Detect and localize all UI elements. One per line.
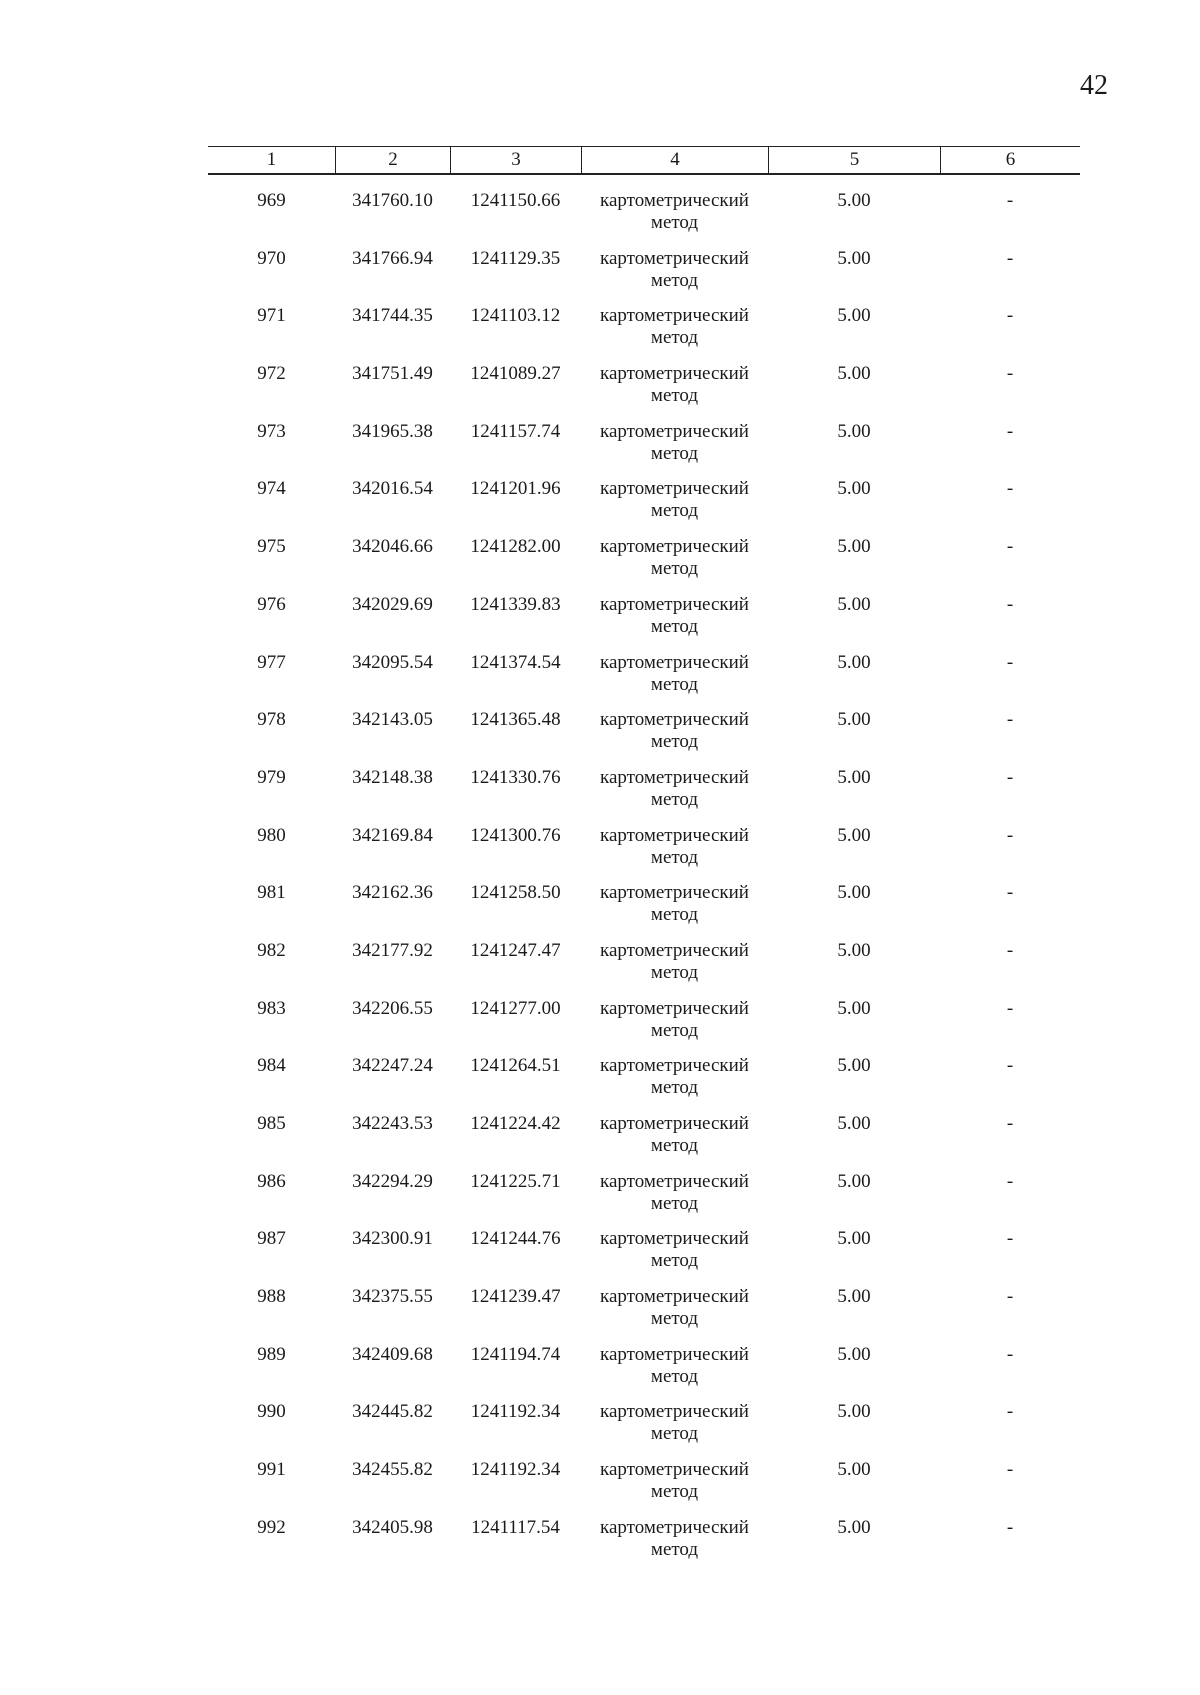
y-coordinate-cell: 1241300.76 xyxy=(470,824,561,846)
accuracy-cell: 5.00 xyxy=(837,247,871,269)
description-cell: - xyxy=(1006,420,1014,442)
method-line-2: метод xyxy=(650,846,699,868)
table-row xyxy=(208,1113,1080,1171)
x-coordinate-cell: 342029.69 xyxy=(352,593,433,615)
description-cell: - xyxy=(1006,1401,1014,1423)
method-line-1: картометрический xyxy=(600,1055,749,1077)
method-line-2: метод xyxy=(650,615,699,637)
y-coordinate-cell: 1241201.96 xyxy=(470,478,561,500)
point-number-cell: 982 xyxy=(257,939,286,961)
method-cell xyxy=(581,1286,768,1330)
point-number-cell: 977 xyxy=(257,651,286,673)
y-coordinate-cell: 1241192.34 xyxy=(470,1459,561,1481)
table-row xyxy=(208,882,1080,940)
method-line-2: метод xyxy=(650,1538,699,1560)
table-row xyxy=(208,1517,1080,1575)
y-coordinate-cell: 1241157.74 xyxy=(470,420,561,442)
point-number-cell: 971 xyxy=(257,305,286,327)
description-cell: - xyxy=(1006,1459,1014,1481)
accuracy-cell: 5.00 xyxy=(837,651,871,673)
x-coordinate-cell: 342445.82 xyxy=(352,1401,433,1423)
method-line-1: картометрический xyxy=(600,1228,749,1250)
table-row xyxy=(208,363,1080,421)
table-row xyxy=(208,248,1080,306)
header-col-6: 6 xyxy=(940,147,1080,173)
method-cell xyxy=(581,767,768,811)
description-cell: - xyxy=(1006,1343,1014,1365)
accuracy-cell: 5.00 xyxy=(837,593,871,615)
x-coordinate-cell: 342162.36 xyxy=(352,882,433,904)
coordinates-table xyxy=(208,146,1080,1560)
point-number-cell: 991 xyxy=(257,1459,286,1481)
table-row xyxy=(208,652,1080,710)
x-coordinate-cell: 342243.53 xyxy=(352,1113,433,1134)
table-row xyxy=(208,1228,1080,1286)
method-line-2: метод xyxy=(650,1192,699,1214)
method-cell xyxy=(581,305,768,349)
description-cell: - xyxy=(1006,1170,1014,1192)
accuracy-cell: 5.00 xyxy=(837,478,871,500)
accuracy-cell: 5.00 xyxy=(837,536,871,558)
method-line-1: картометрический xyxy=(600,651,749,673)
y-coordinate-cell: 1241224.42 xyxy=(470,1113,561,1134)
method-line-1: картометрический xyxy=(600,593,749,615)
description-cell: - xyxy=(1006,536,1014,558)
x-coordinate-cell: 342169.84 xyxy=(352,824,433,846)
method-cell xyxy=(581,421,768,465)
table-row xyxy=(208,825,1080,883)
table-row xyxy=(208,1171,1080,1229)
y-coordinate-cell: 1241129.35 xyxy=(470,247,561,269)
accuracy-cell: 5.00 xyxy=(837,1113,871,1134)
header-col-3: 3 xyxy=(450,147,581,173)
description-cell: - xyxy=(1006,766,1014,788)
y-coordinate-cell: 1241339.83 xyxy=(470,593,561,615)
method-line-1: картометрический xyxy=(600,305,749,327)
page-number: 42 xyxy=(1080,70,1108,101)
method-line-1: картометрический xyxy=(600,939,749,961)
y-coordinate-cell: 1241365.48 xyxy=(470,709,561,731)
table-row xyxy=(208,1401,1080,1459)
table-row xyxy=(208,1344,1080,1402)
table-row xyxy=(208,594,1080,652)
method-line-2: метод xyxy=(650,788,699,810)
method-line-1: картометрический xyxy=(600,1286,749,1308)
x-coordinate-cell: 341751.49 xyxy=(352,363,433,385)
header-col-2: 2 xyxy=(335,147,450,173)
table-row xyxy=(208,1286,1080,1344)
accuracy-cell: 5.00 xyxy=(837,305,871,327)
accuracy-cell: 5.00 xyxy=(837,1286,871,1308)
accuracy-cell: 5.00 xyxy=(837,1401,871,1423)
y-coordinate-cell: 1241192.34 xyxy=(470,1401,561,1423)
method-cell xyxy=(581,1459,768,1503)
method-cell xyxy=(581,1401,768,1445)
description-cell: - xyxy=(1006,939,1014,961)
method-line-1: картометрический xyxy=(600,536,749,558)
method-line-1: картометрический xyxy=(600,363,749,385)
y-coordinate-cell: 1241277.00 xyxy=(470,997,561,1019)
method-line-1: картометрический xyxy=(600,1113,749,1134)
table-row xyxy=(208,190,1080,248)
method-cell xyxy=(581,1171,768,1215)
x-coordinate-cell: 342294.29 xyxy=(352,1170,433,1192)
method-line-1: картометрический xyxy=(600,478,749,500)
x-coordinate-cell: 341766.94 xyxy=(352,247,433,269)
method-line-1: картометрический xyxy=(600,709,749,731)
method-line-1: картометрический xyxy=(600,1401,749,1423)
method-cell xyxy=(581,1113,768,1157)
x-coordinate-cell: 342375.55 xyxy=(352,1286,433,1308)
table-row xyxy=(208,1459,1080,1517)
method-line-2: метод xyxy=(650,731,699,753)
method-line-2: метод xyxy=(650,558,699,580)
method-line-2: метод xyxy=(650,1077,699,1099)
header-col-5: 5 xyxy=(768,147,940,173)
method-cell xyxy=(581,536,768,580)
accuracy-cell: 5.00 xyxy=(837,824,871,846)
description-cell: - xyxy=(1006,1286,1014,1308)
y-coordinate-cell: 1241225.71 xyxy=(470,1170,561,1192)
header-col-1: 1 xyxy=(266,149,277,170)
accuracy-cell: 5.00 xyxy=(837,190,871,211)
point-number-cell: 978 xyxy=(257,709,286,731)
accuracy-cell: 5.00 xyxy=(837,709,871,731)
description-cell: - xyxy=(1006,247,1014,269)
accuracy-cell: 5.00 xyxy=(837,766,871,788)
method-line-1: картометрический xyxy=(600,247,749,269)
method-cell xyxy=(581,1228,768,1272)
method-line-2: метод xyxy=(650,1423,699,1445)
description-cell: - xyxy=(1006,1055,1014,1077)
description-cell: - xyxy=(1006,1516,1014,1538)
point-number-cell: 990 xyxy=(257,1401,286,1423)
method-line-2: метод xyxy=(650,1308,699,1330)
point-number-cell: 976 xyxy=(257,593,286,615)
accuracy-cell: 5.00 xyxy=(837,1055,871,1077)
method-line-1: картометрический xyxy=(600,882,749,904)
method-line-2: метод xyxy=(650,1019,699,1041)
y-coordinate-cell: 1241244.76 xyxy=(470,1228,561,1250)
point-number-cell: 973 xyxy=(257,420,286,442)
y-coordinate-cell: 1241247.47 xyxy=(470,939,561,961)
y-coordinate-cell: 1241194.74 xyxy=(470,1343,561,1365)
description-cell: - xyxy=(1006,363,1014,385)
y-coordinate-cell: 1241264.51 xyxy=(470,1055,561,1077)
method-cell xyxy=(581,940,768,984)
accuracy-cell: 5.00 xyxy=(837,420,871,442)
point-number-cell: 979 xyxy=(257,766,286,788)
table-row xyxy=(208,536,1080,594)
table-row xyxy=(208,305,1080,363)
point-number-cell: 975 xyxy=(257,536,286,558)
table-row xyxy=(208,767,1080,825)
accuracy-cell: 5.00 xyxy=(837,997,871,1019)
method-cell xyxy=(581,478,768,522)
method-line-2: метод xyxy=(650,673,699,695)
method-line-2: метод xyxy=(650,1135,699,1156)
point-number-cell: 980 xyxy=(257,824,286,846)
method-line-1: картометрический xyxy=(600,190,749,211)
point-number-cell: 974 xyxy=(257,478,286,500)
accuracy-cell: 5.00 xyxy=(837,1343,871,1365)
method-line-1: картометрический xyxy=(600,1516,749,1538)
accuracy-cell: 5.00 xyxy=(837,1516,871,1538)
accuracy-cell: 5.00 xyxy=(837,363,871,385)
description-cell: - xyxy=(1006,190,1014,211)
method-line-2: метод xyxy=(650,1365,699,1387)
x-coordinate-cell: 342095.54 xyxy=(352,651,433,673)
table-row xyxy=(208,1055,1080,1113)
description-cell: - xyxy=(1006,882,1014,904)
description-cell: - xyxy=(1006,1113,1014,1134)
table-row xyxy=(208,421,1080,479)
x-coordinate-cell: 342206.55 xyxy=(352,997,433,1019)
table-row xyxy=(208,478,1080,536)
point-number-cell: 983 xyxy=(257,997,286,1019)
y-coordinate-cell: 1241282.00 xyxy=(470,536,561,558)
table-row xyxy=(208,940,1080,998)
method-line-1: картометрический xyxy=(600,766,749,788)
table-row xyxy=(208,998,1080,1056)
method-line-2: метод xyxy=(650,385,699,407)
method-line-2: метод xyxy=(650,961,699,983)
description-cell: - xyxy=(1006,1228,1014,1250)
point-number-cell: 972 xyxy=(257,363,286,385)
point-number-cell: 970 xyxy=(257,247,286,269)
y-coordinate-cell: 1241150.66 xyxy=(470,190,561,211)
x-coordinate-cell: 342148.38 xyxy=(352,766,433,788)
y-coordinate-cell: 1241239.47 xyxy=(470,1286,561,1308)
method-cell xyxy=(581,1517,768,1561)
point-number-cell: 981 xyxy=(257,882,286,904)
accuracy-cell: 5.00 xyxy=(837,1459,871,1481)
x-coordinate-cell: 342177.92 xyxy=(352,939,433,961)
method-line-2: метод xyxy=(650,327,699,349)
point-number-cell: 988 xyxy=(257,1286,286,1308)
table-row xyxy=(208,709,1080,767)
description-cell: - xyxy=(1006,593,1014,615)
y-coordinate-cell: 1241374.54 xyxy=(470,651,561,673)
table-body xyxy=(208,190,1080,1575)
method-line-2: метод xyxy=(650,500,699,522)
description-cell: - xyxy=(1006,997,1014,1019)
y-coordinate-cell: 1241103.12 xyxy=(470,305,561,327)
method-line-1: картометрический xyxy=(600,997,749,1019)
x-coordinate-cell: 341965.38 xyxy=(352,420,433,442)
y-coordinate-cell: 1241330.76 xyxy=(470,766,561,788)
point-number-cell: 984 xyxy=(257,1055,286,1077)
x-coordinate-cell: 342143.05 xyxy=(352,709,433,731)
x-coordinate-cell: 341760.10 xyxy=(352,190,433,211)
point-number-cell: 989 xyxy=(257,1343,286,1365)
accuracy-cell: 5.00 xyxy=(837,882,871,904)
accuracy-cell: 5.00 xyxy=(837,1170,871,1192)
x-coordinate-cell: 341744.35 xyxy=(352,305,433,327)
x-coordinate-cell: 342405.98 xyxy=(352,1516,433,1538)
method-cell xyxy=(581,825,768,869)
method-cell xyxy=(581,882,768,926)
table-header xyxy=(208,146,1080,175)
method-line-2: метод xyxy=(650,904,699,926)
method-cell xyxy=(581,594,768,638)
method-cell xyxy=(581,190,768,234)
method-line-1: картометрический xyxy=(600,1343,749,1365)
accuracy-cell: 5.00 xyxy=(837,1228,871,1250)
x-coordinate-cell: 342409.68 xyxy=(352,1343,433,1365)
method-cell xyxy=(581,248,768,292)
x-coordinate-cell: 342016.54 xyxy=(352,478,433,500)
method-cell xyxy=(581,709,768,753)
point-number-cell: 987 xyxy=(257,1228,286,1250)
method-line-1: картометрический xyxy=(600,420,749,442)
description-cell: - xyxy=(1006,478,1014,500)
method-line-2: метод xyxy=(650,212,699,233)
y-coordinate-cell: 1241258.50 xyxy=(470,882,561,904)
x-coordinate-cell: 342046.66 xyxy=(352,536,433,558)
point-number-cell: 985 xyxy=(257,1113,286,1134)
description-cell: - xyxy=(1006,709,1014,731)
method-cell xyxy=(581,1344,768,1388)
point-number-cell: 986 xyxy=(257,1170,286,1192)
y-coordinate-cell: 1241089.27 xyxy=(470,363,561,385)
description-cell: - xyxy=(1006,824,1014,846)
point-number-cell: 969 xyxy=(257,190,286,211)
accuracy-cell: 5.00 xyxy=(837,939,871,961)
x-coordinate-cell: 342300.91 xyxy=(352,1228,433,1250)
y-coordinate-cell: 1241117.54 xyxy=(471,1516,560,1538)
method-line-1: картометрический xyxy=(600,824,749,846)
method-line-2: метод xyxy=(650,1481,699,1503)
method-line-1: картометрический xyxy=(600,1170,749,1192)
method-cell xyxy=(581,652,768,696)
method-line-2: метод xyxy=(650,1250,699,1272)
point-number-cell: 992 xyxy=(257,1516,286,1538)
method-cell xyxy=(581,998,768,1042)
method-cell xyxy=(581,363,768,407)
method-line-2: метод xyxy=(650,442,699,464)
x-coordinate-cell: 342247.24 xyxy=(352,1055,433,1077)
method-line-1: картометрический xyxy=(600,1459,749,1481)
description-cell: - xyxy=(1006,305,1014,327)
description-cell: - xyxy=(1006,651,1014,673)
header-col-4: 4 xyxy=(581,147,768,173)
method-line-2: метод xyxy=(650,269,699,291)
x-coordinate-cell: 342455.82 xyxy=(352,1459,433,1481)
method-cell xyxy=(581,1055,768,1099)
